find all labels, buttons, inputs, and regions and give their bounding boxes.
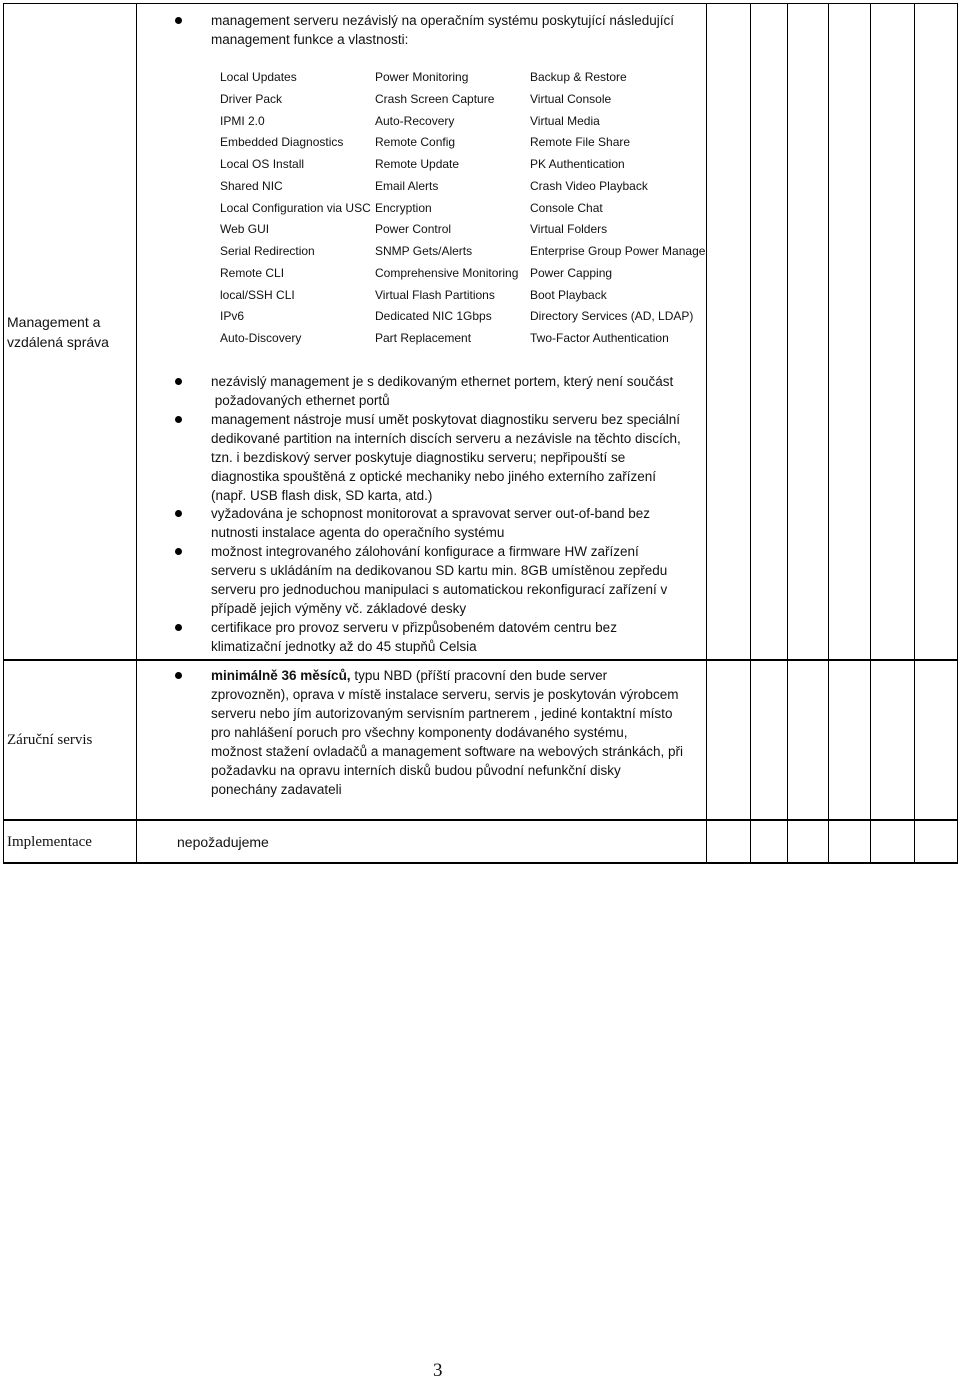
feature-item: Local OS Install <box>220 157 305 171</box>
feature-item: Power Monitoring <box>375 70 469 84</box>
feature-item: local/SSH CLI <box>220 287 295 302</box>
requirement-line: dedikované partition na interních discích serveru a nezávisle na těchto discích, <box>211 431 681 446</box>
warranty-duration: minimálně 36 měsíců, <box>211 668 351 683</box>
feature-item: Crash Video Playback <box>530 178 648 193</box>
requirement-item <box>211 504 650 542</box>
requirement-item <box>211 410 681 505</box>
feature-item: Power Capping <box>530 265 613 280</box>
feature-item: PK Authentication <box>530 157 625 171</box>
bullet-icon <box>175 17 182 24</box>
requirement-line: serveru s ukládáním na dedikovanou SD kartu min. 8GB umístěnou zepředu <box>211 563 668 578</box>
warranty-line: možnost stažení ovladačů a management software na webových stránkách, při <box>211 744 683 759</box>
bullet-icon <box>175 548 182 555</box>
feature-item: Virtual Media <box>530 113 600 128</box>
feature-item: Two-Factor Authentication <box>530 331 669 345</box>
requirement-item <box>211 542 667 618</box>
requirement-line: možnost integrovaného zálohování konfigurace a firmware HW zařízení <box>211 544 639 559</box>
warranty-line: požadavku na opravu interních disků budou původní nefunkční disky <box>211 763 621 778</box>
feature-item: Remote Update <box>375 157 460 171</box>
grid-line <box>787 3 788 864</box>
feature-item: Local Updates <box>220 70 297 84</box>
feature-item: Power Control <box>375 222 452 237</box>
grid-line <box>750 3 751 864</box>
requirement-line: požadovaných ethernet portů <box>211 393 390 408</box>
feature-item: SNMP Gets/Alerts <box>375 244 473 258</box>
bullet-icon <box>175 378 182 385</box>
management-label <box>7 312 132 352</box>
requirement-line: (např. USB flash disk, SD karta, atd.) <box>211 488 433 503</box>
feature-item: Boot Playback <box>530 287 607 302</box>
requirement-line: diagnostika spouštěná z optické mechaniky nebo jiného externího zařízení <box>211 469 657 484</box>
implementation-value: nepožadujeme <box>177 834 269 850</box>
requirement-line: nezávislý management je s dedikovaným ethernet portem, který není součást <box>211 374 674 389</box>
grid-line <box>706 3 707 864</box>
requirement-item <box>211 372 673 410</box>
requirement-line: klimatizační jednotky až do 45 stupňů Celsia <box>211 639 477 654</box>
requirement-line: management nástroje musí umět poskytovat diagnostiku serveru bez speciální <box>211 412 680 427</box>
grid-line <box>3 3 958 4</box>
feature-column-1 <box>220 67 371 350</box>
feature-item: Directory Services (AD, LDAP) <box>530 309 694 324</box>
bullet-icon <box>175 416 182 423</box>
feature-item: Virtual Console <box>530 91 612 106</box>
grid-line <box>957 3 958 864</box>
grid-line <box>3 862 958 864</box>
management-label-line: vzdálená správa <box>7 334 109 350</box>
page-number: 3 <box>433 1360 443 1381</box>
feature-item: Console Chat <box>530 200 603 215</box>
grid-line <box>3 819 958 821</box>
feature-item: Web GUI <box>220 222 270 237</box>
feature-column-3 <box>530 67 705 350</box>
bullet-icon <box>175 624 182 631</box>
grid-line <box>828 3 829 864</box>
warranty-line <box>211 666 683 685</box>
grid-line <box>136 3 137 864</box>
grid-line <box>3 3 4 864</box>
feature-item: Enterprise Group Power Manage <box>530 244 706 258</box>
intro-line: management serveru nezávislý na operačním systému poskytující následující <box>211 13 674 28</box>
requirement-line: nutnosti instalace agenta do operačního systému <box>211 525 505 540</box>
requirement-line: vyžadována je schopnost monitorovat a spravovat server out-of-band bez <box>211 506 650 521</box>
feature-item: Encryption <box>375 200 432 215</box>
implementation-label: Implementace <box>7 834 92 850</box>
feature-item: IPv6 <box>220 309 245 324</box>
requirement-line: serveru pro jednoduchou manipulaci s automatickou rekonfigurací zařízení v <box>211 582 668 597</box>
warranty-line: zprovozněn), oprava v místě instalace serveru, servis je poskytován výrobcem <box>211 687 679 702</box>
warranty-line: ponechány zadavateli <box>211 782 342 797</box>
management-intro <box>211 11 674 49</box>
feature-item: Driver Pack <box>220 91 283 106</box>
grid-line <box>870 3 871 864</box>
feature-column-2 <box>375 67 518 350</box>
feature-item: Remote File Share <box>530 135 631 150</box>
requirement-line: případě jejich výměny vč. základové desky <box>211 601 467 616</box>
requirement-line: certifikace pro provoz serveru v přizpůsobeném datovém centru bez <box>211 620 617 635</box>
bullet-icon <box>175 510 182 517</box>
feature-item: Shared NIC <box>220 178 283 193</box>
feature-item: Email Alerts <box>375 178 439 193</box>
feature-item: Virtual Folders <box>530 222 608 237</box>
feature-item: Auto-Recovery <box>375 113 455 128</box>
feature-item: Virtual Flash Partitions <box>375 287 495 302</box>
feature-item: Part Replacement <box>375 331 472 345</box>
grid-line <box>3 659 958 661</box>
warranty-line-rest: typu NBD (příští pracovní den bude server <box>350 668 608 683</box>
warranty-text <box>211 666 683 799</box>
requirement-line: tzn. i bezdiskový server poskytuje diagnostiku serveru; nepřipouští se <box>211 450 626 465</box>
warranty-label: Záruční servis <box>7 732 93 748</box>
feature-item: Dedicated NIC 1Gbps <box>375 309 492 324</box>
feature-item: Remote Config <box>375 135 456 150</box>
bullet-icon <box>175 672 182 679</box>
feature-item: Remote CLI <box>220 265 285 280</box>
feature-item: Embedded Diagnostics <box>220 135 344 150</box>
warranty-line: serveru nebo jím autorizovaným servisním partnerem , jediné kontaktní místo <box>211 706 673 721</box>
management-label-line: Management a <box>7 314 101 330</box>
feature-item: Serial Redirection <box>220 244 315 258</box>
feature-item: Comprehensive Monitoring <box>375 265 519 280</box>
feature-item: Backup & Restore <box>530 70 627 84</box>
intro-line: management funkce a vlastnosti: <box>211 32 409 47</box>
feature-item: Local Configuration via USC <box>220 200 371 215</box>
warranty-lines <box>211 685 683 799</box>
warranty-line: pro nahlášení poruch pro všechny komponenty dodávaného systému, <box>211 725 628 740</box>
grid-line <box>914 3 915 864</box>
feature-item: Auto-Discovery <box>220 331 302 345</box>
feature-item: Crash Screen Capture <box>375 91 495 106</box>
feature-item: IPMI 2.0 <box>220 113 265 128</box>
requirement-item <box>211 618 617 656</box>
